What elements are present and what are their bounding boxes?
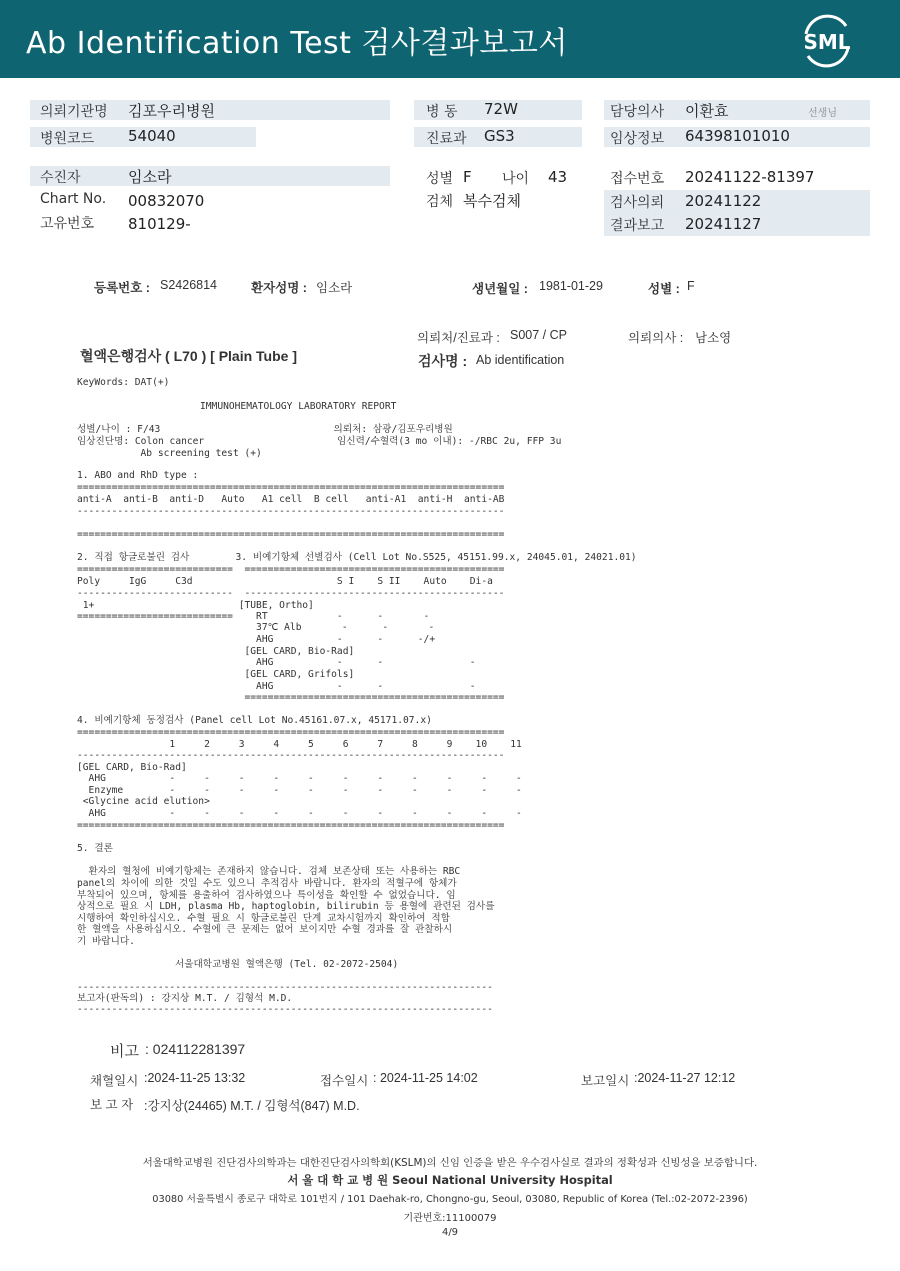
conclusion-line: 기 바랍니다. bbox=[77, 936, 135, 947]
sex-value: F bbox=[463, 168, 472, 186]
chart-value: 00832070 bbox=[128, 192, 205, 210]
sec23-row: AHG - - -/+ bbox=[77, 634, 436, 645]
sec4-row: AHG - - - - - - - - - - - bbox=[77, 773, 522, 784]
signature-rule: ------------------------------------------------------------------------ bbox=[77, 982, 493, 993]
sec1-rule-dash: -------------------------------------------------------------------------- bbox=[77, 506, 505, 517]
patient-label: 수진자 bbox=[40, 170, 81, 186]
sec1-title: 1. ABO and RhD type : bbox=[77, 470, 199, 481]
report-time-value: :2024-11-27 12:12 bbox=[634, 1071, 736, 1085]
sec23-rule: =========================== ============================================= bbox=[77, 564, 505, 575]
clinical-info-label: 임상정보 bbox=[610, 131, 665, 147]
patient-line-2: 임상진단명: Colon cancer 임신력/수혈력(3 mo 이내): -/RBC 2u, FFP 3u bbox=[77, 436, 562, 447]
sec1-rule: ========================================================================== bbox=[77, 482, 505, 493]
ward-label: 병 동 bbox=[426, 104, 458, 120]
specimen-value: 복수검체 bbox=[463, 192, 521, 210]
reg-value: S2426814 bbox=[160, 278, 218, 292]
sec4-row: Enzyme - - - - - - - - - - - bbox=[77, 785, 522, 796]
unique-label: 고유번호 bbox=[40, 216, 95, 232]
sec1-header: anti-A anti-B anti-D Auto A1 cell B cell anti-A1 anti-H anti-AB bbox=[77, 494, 505, 505]
remark-label: 비고 bbox=[110, 1043, 139, 1060]
dob-label: 생년월일 : bbox=[472, 282, 528, 296]
conclusion-line: panel의 차이에 의한 것일 수도 있으니 추적검사 바랍니다. 환자의 적혈구에 항체가 bbox=[77, 878, 457, 889]
institution-value: 김포우리병원 bbox=[128, 102, 215, 120]
test-name-value: Ab identification bbox=[476, 353, 565, 367]
signature-rule-end: ------------------------------------------------------------------------ bbox=[77, 1004, 493, 1015]
reg-label: 등록번호 : bbox=[94, 281, 150, 295]
patient-value: 임소라 bbox=[128, 168, 172, 186]
patient-field-bg bbox=[30, 166, 390, 186]
sec23-row: 1+ [TUBE, Ortho] bbox=[77, 600, 314, 611]
certification-text: 서울대학교병원 진단검사의학과는 대한진단검사의학회(KSLM)의 신임 인증을 받은 우수검사실로 결과의 정확성과 신빙성을 보증합니다. bbox=[142, 1157, 758, 1169]
blood-bank-line: 서울대학교병원 혈액은행 (Tel. 02-2072-2504) bbox=[175, 959, 399, 970]
req-dept-value: S007 / CP bbox=[510, 328, 567, 342]
report-time-label: 보고일시 bbox=[581, 1074, 630, 1088]
logo-text: SML bbox=[803, 30, 851, 54]
hospital-address: 03080 서울특별시 종로구 대학로 101번지 / 101 Daehak-ro, Chongno-gu, Seoul, 03080, Republic of Korea (Tel.:02-2072-2396) bbox=[152, 1194, 748, 1205]
req-doctor-value: 남소영 bbox=[695, 331, 732, 345]
report-header bbox=[0, 0, 900, 78]
remark-value: : 024112281397 bbox=[145, 1041, 246, 1057]
patient-name-value: 임소라 bbox=[316, 281, 353, 295]
sec23-title: 2. 직접 항글로불린 검사 3. 비예기항체 선별검사 (Cell Lot No.S525, 45151.99.x, 24045.01, 24021.01) bbox=[77, 552, 637, 563]
doctor-label: 담당의사 bbox=[610, 104, 665, 120]
receipt-value: : 2024-11-25 14:02 bbox=[373, 1071, 478, 1085]
receipt-no-value: 20241122-81397 bbox=[685, 168, 815, 186]
req-doctor-label: 의뢰의사 : bbox=[628, 331, 684, 345]
page-number: 4/9 bbox=[441, 1227, 459, 1238]
conclusion-line: 시행하여 확인하십시오. 수혈 필요 시 항글로불린 단계 교차시험까지 확인하여 적합 bbox=[77, 913, 450, 924]
request-value: 20241122 bbox=[685, 192, 762, 210]
doctor-value: 이환효 bbox=[685, 102, 729, 120]
institution-label: 의뢰기관명 bbox=[40, 104, 108, 120]
dept-value: GS3 bbox=[484, 127, 515, 145]
sec23-rule-dash: --------------------------- --------------------------------------------- bbox=[77, 588, 505, 599]
keywords: KeyWords: DAT(+) bbox=[77, 377, 170, 388]
specimen-label: 검체 bbox=[426, 194, 454, 210]
sec23-row: AHG - - - bbox=[77, 681, 476, 692]
clinical-info-value: 64398101010 bbox=[685, 127, 790, 145]
reg-sex-label: 성별 : bbox=[648, 282, 680, 296]
sec23-row: [GEL CARD, Bio-Rad] bbox=[77, 646, 355, 657]
req-dept-label: 의뢰처/진료과 : bbox=[417, 331, 500, 345]
dept-label: 진료과 bbox=[426, 131, 467, 147]
patient-name-label: 환자성명 : bbox=[251, 281, 307, 295]
sec4-rule-dash: -------------------------------------------------------------------------- bbox=[77, 750, 505, 761]
sec4-row: AHG - - - - - - - - - - - bbox=[77, 808, 522, 819]
sec5-title: 5. 결론 bbox=[77, 843, 113, 854]
hospital-code-label: 병원코드 bbox=[40, 131, 95, 147]
reporter-label: 보 고 자 bbox=[90, 1098, 134, 1112]
report-value: 20241127 bbox=[685, 215, 762, 233]
sec23-rule-end: ============================================= bbox=[77, 692, 505, 703]
receipt-label: 접수일시 bbox=[320, 1074, 369, 1088]
patient-line-3: Ab screening test (+) bbox=[77, 448, 262, 459]
doctor-suffix: 선생님 bbox=[808, 108, 837, 119]
test-name-label: 검사명 : bbox=[418, 353, 468, 369]
patient-line-1: 성별/나이 : F/43 의뢰처: 삼광/김포우리병원 bbox=[77, 424, 453, 435]
conclusion-line: 상적으로 필요 시 LDH, plasma Hb, haptoglobin, bilirubin 등 용혈에 관련된 검사를 bbox=[77, 901, 495, 912]
receipt-no-label: 접수번호 bbox=[610, 171, 665, 187]
dob-value: 1981-01-29 bbox=[539, 279, 603, 293]
sec4-title: 4. 비예기항체 동정검사 (Panel cell Lot No.45161.07.x, 45171.07.x) bbox=[77, 715, 432, 726]
unique-value: 810129- bbox=[128, 215, 191, 233]
hospital-name: 서 울 대 학 교 병 원 Seoul National University Hospital bbox=[287, 1173, 613, 1187]
sec23-row: [GEL CARD, Grifols] bbox=[77, 669, 355, 680]
sec23-row: AHG - - - bbox=[77, 657, 476, 668]
sec23-header: Poly IgG C3d S I S II Auto Di-a bbox=[77, 576, 493, 587]
sec4-header: 1 2 3 4 5 6 7 8 9 10 11 bbox=[77, 739, 522, 750]
test-title: 혈액은행검사 ( L70 ) [ Plain Tube ] bbox=[80, 348, 298, 364]
chart-label: Chart No. bbox=[40, 191, 107, 207]
sec4-rule-end: ========================================================================== bbox=[77, 820, 505, 831]
report-title: Ab Identification Test 검사결과보고서 bbox=[26, 26, 568, 61]
reg-sex-value: F bbox=[687, 279, 695, 293]
conclusion-line: 한 혈액을 사용하십시오. 수혈에 큰 문제는 없어 보이지만 수혈 경과를 잘 관찰하시 bbox=[77, 924, 453, 935]
hospital-code-value: 54040 bbox=[128, 127, 176, 145]
sec4-row: [GEL CARD, Bio-Rad] bbox=[77, 762, 187, 773]
ward-value: 72W bbox=[484, 100, 518, 118]
conclusion-line: 부착되어 있으며, 항체를 용출하여 검사하였으나 특이성을 확인할 수 없었습니다. 임 bbox=[77, 890, 456, 901]
sml-logo-icon bbox=[798, 12, 856, 70]
reporter-value: :강지상(24465) M.T. / 김형석(847) M.D. bbox=[144, 1099, 360, 1113]
age-label: 나이 bbox=[502, 171, 530, 187]
report-label: 결과보고 bbox=[610, 218, 665, 234]
sec23-row: 37℃ Alb - - - bbox=[77, 622, 435, 633]
collect-label: 채혈일시 bbox=[90, 1074, 139, 1088]
request-label: 검사의뢰 bbox=[610, 195, 665, 211]
sec23-row: =========================== RT - - - bbox=[77, 611, 430, 622]
sec1-rule-end: ========================================================================== bbox=[77, 529, 505, 540]
collect-value: :2024-11-25 13:32 bbox=[144, 1071, 246, 1085]
institution-number: 기관번호:11100079 bbox=[403, 1213, 497, 1224]
report-heading: IMMUNOHEMATOLOGY LABORATORY REPORT bbox=[200, 401, 397, 412]
sec4-rule: ========================================================================== bbox=[77, 727, 505, 738]
reporter-line: 보고자(판독의) : 강지상 M.T. / 김형석 M.D. bbox=[77, 993, 293, 1004]
conclusion-line: 환자의 혈청에 비예기항체는 존재하지 않습니다. 검체 보존상태 또는 사용하는 RBC bbox=[77, 866, 461, 877]
sex-label: 성별 bbox=[426, 171, 454, 187]
sec4-row: <Glycine acid elution> bbox=[77, 796, 210, 807]
age-value: 43 bbox=[548, 168, 568, 186]
